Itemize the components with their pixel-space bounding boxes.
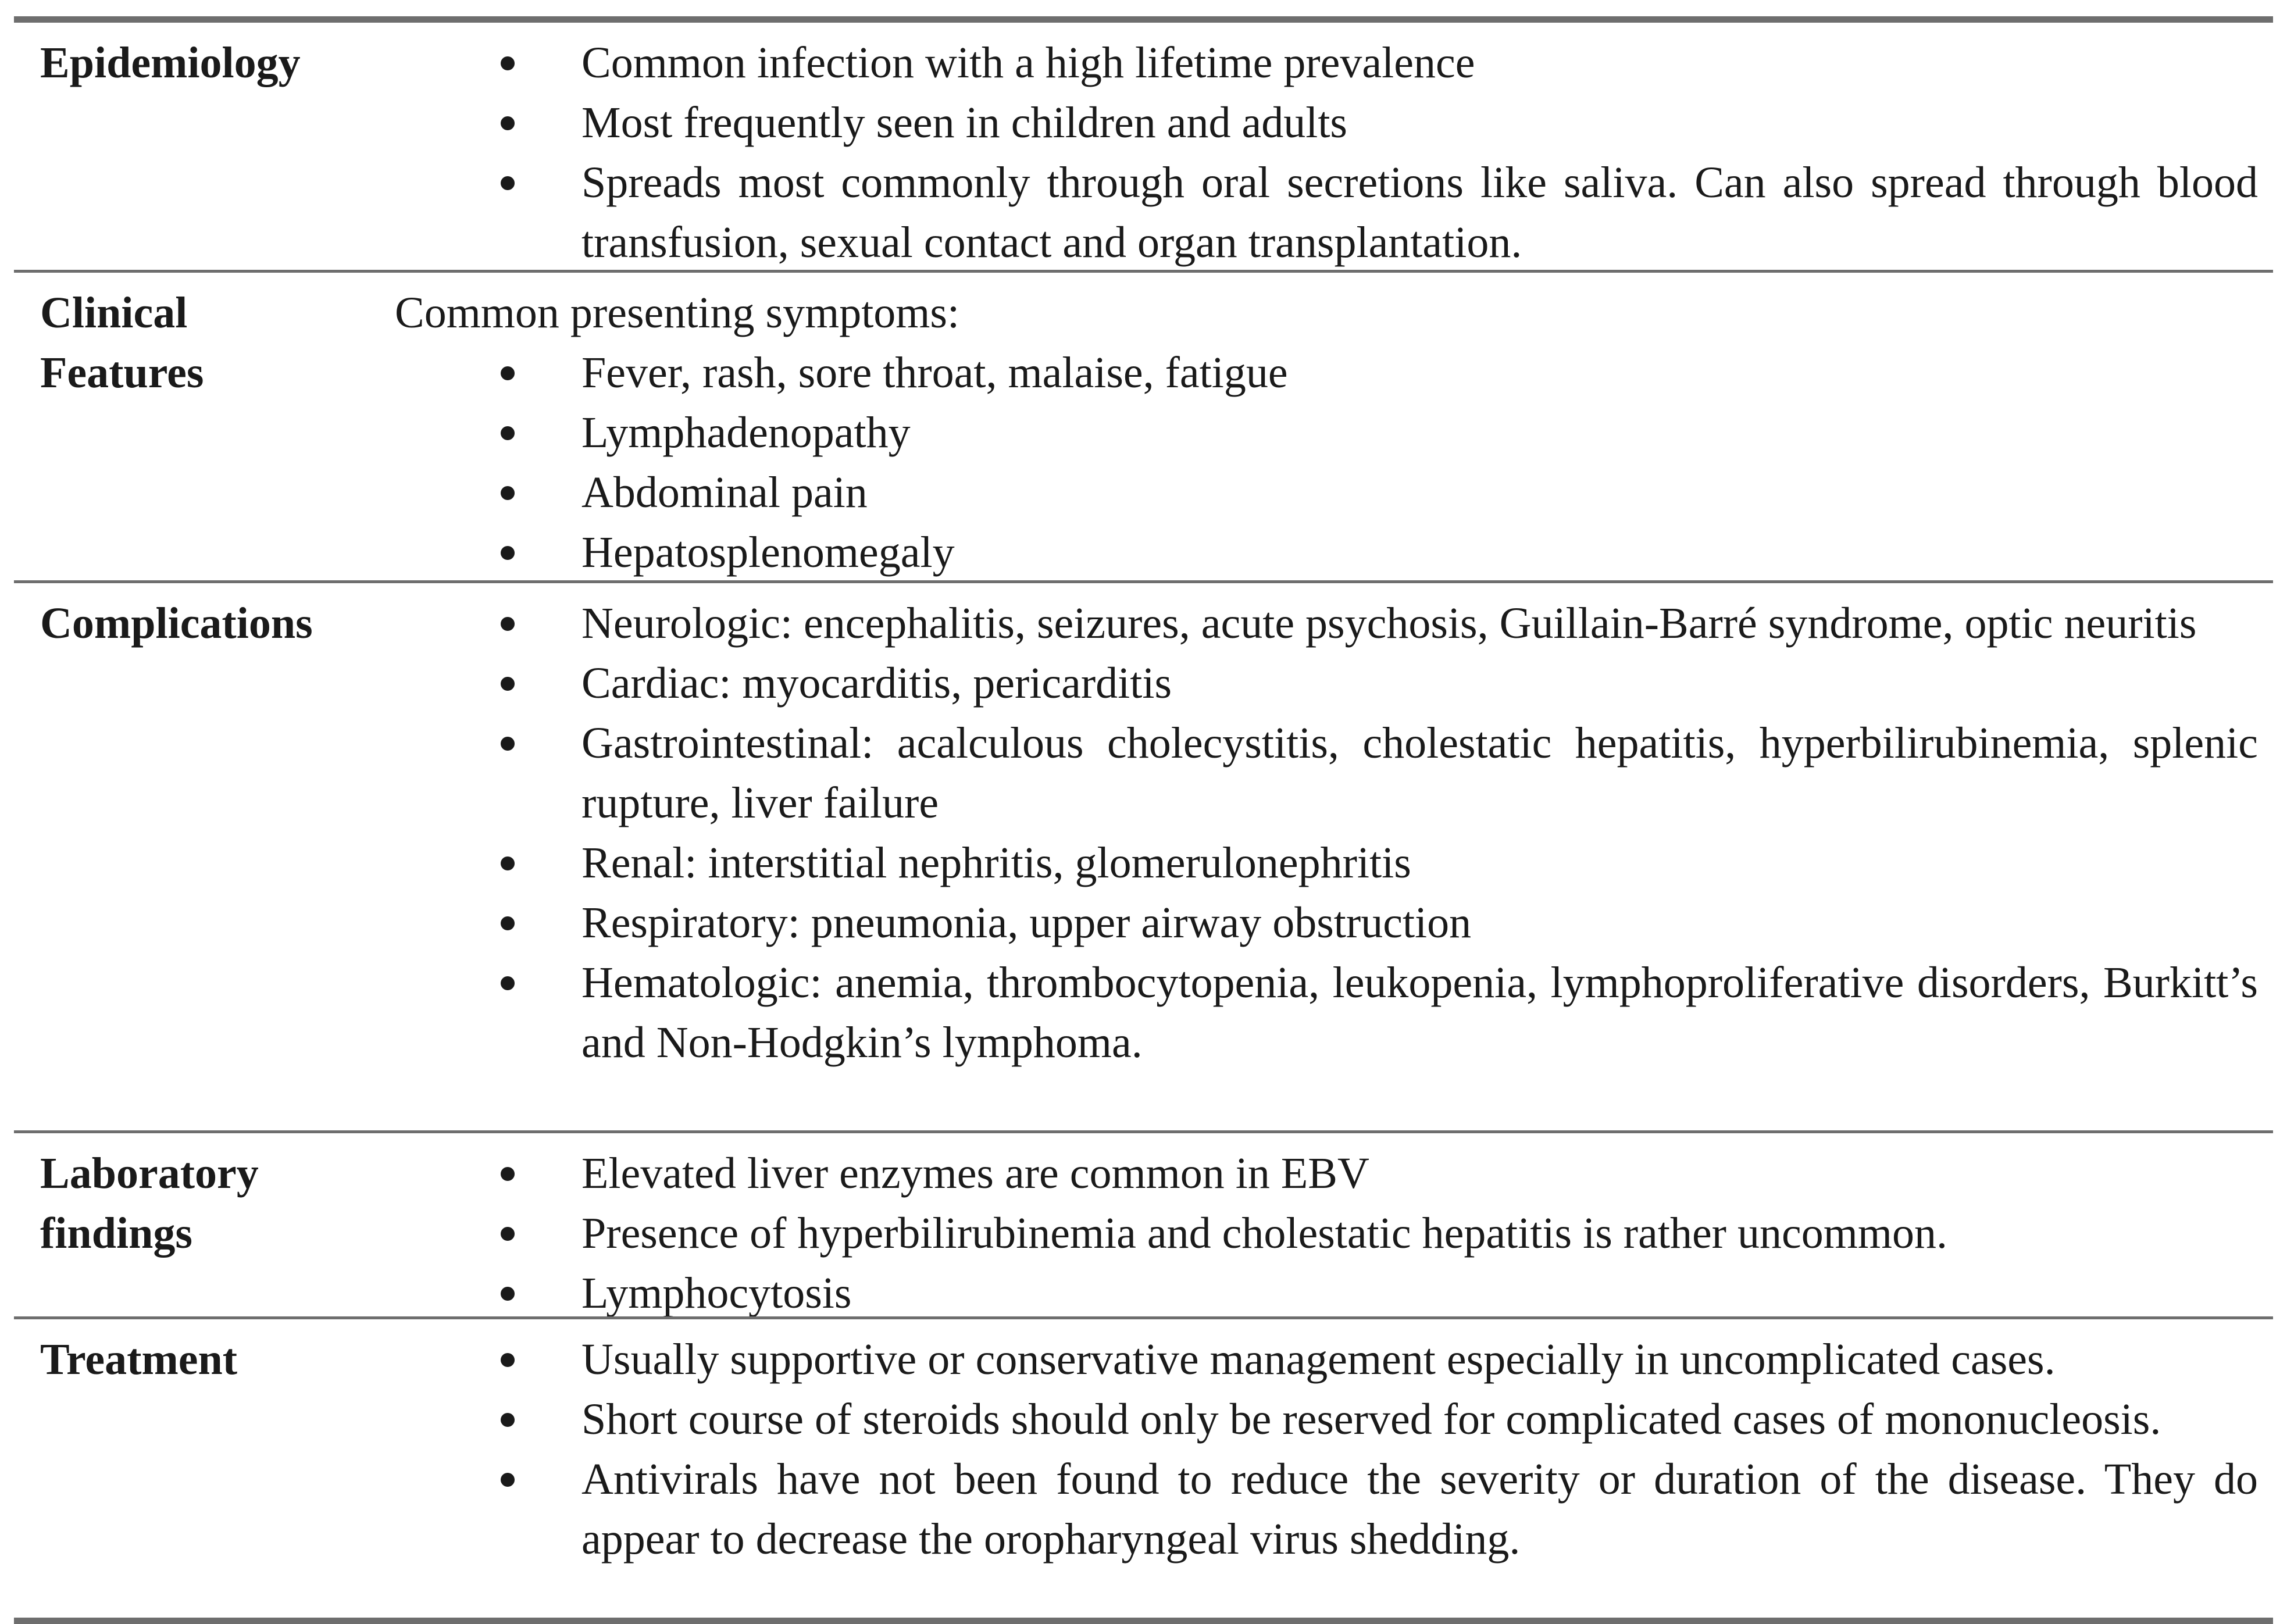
list-item: Hematologic: anemia, thrombocytopenia, leukopenia, lymphoproliferative disorders, Burkitt’s and Non-Hodgkin’s lymphoma. (395, 953, 2258, 1073)
list-item: Gastrointestinal: acalculous cholecystitis, cholestatic hepatitis, hyperbilirubinemia, splenic rupture, liver failure (395, 713, 2258, 833)
ebv-summary-table (14, 16, 2273, 1624)
list-item: Cardiac: myocarditis, pericarditis (395, 654, 2258, 713)
list-item: Presence of hyperbilirubinemia and cholestatic hepatitis is rather uncommon. (395, 1204, 2258, 1263)
list-item: Abdominal pain (395, 463, 2258, 523)
row-heading: Epidemiology (40, 38, 301, 87)
row-heading: Clinical Features (40, 288, 204, 397)
row-heading: Treatment (40, 1335, 238, 1384)
row-content (395, 283, 2258, 583)
list-item: Antivirals have not been found to reduce the severity or duration of the disease. They do appear to decrease the oropharyngeal virus shedding. (395, 1450, 2258, 1569)
row-intro-text: Common presenting symptoms: (395, 288, 960, 337)
list-item: Neurologic: encephalitis, seizures, acute psychosis, Guillain-Barré syndrome, optic neuritis (395, 594, 2258, 654)
table-row-complications (14, 580, 2273, 1130)
list-item: Common infection with a high lifetime prevalence (395, 33, 2258, 93)
list-item: Renal: interstitial nephritis, glomerulonephritis (395, 833, 2258, 893)
list-item: Short course of steroids should only be reserved for complicated cases of mononucleosis. (395, 1390, 2258, 1450)
row-content (395, 594, 2258, 1073)
list-item: Respiratory: pneumonia, upper airway obstruction (395, 893, 2258, 953)
row-heading: Laboratory findings (40, 1149, 259, 1258)
list-item: Usually supportive or conservative management especially in uncomplicated cases. (395, 1330, 2258, 1390)
list-item: Lymphocytosis (395, 1263, 2258, 1323)
table-row-treatment (14, 1316, 2273, 1618)
bullet-list (395, 594, 2258, 1073)
list-item: Spreads most commonly through oral secretions like saliva. Can also spread through blood transfusion, sexual contact and organ transplantation. (395, 153, 2258, 273)
bullet-list (395, 1330, 2258, 1569)
bullet-list (395, 33, 2258, 273)
table-row-laboratory-findings (14, 1130, 2273, 1316)
list-item: Fever, rash, sore throat, malaise, fatigue (395, 343, 2258, 403)
bullet-list (395, 1144, 2258, 1323)
table-row-clinical-features (14, 270, 2273, 580)
list-item: Elevated liver enzymes are common in EBV (395, 1144, 2258, 1204)
row-content (395, 33, 2258, 273)
row-content (395, 1144, 2258, 1323)
table-row-epidemiology (14, 23, 2273, 270)
bullet-list (395, 343, 2258, 583)
row-content (395, 1330, 2258, 1569)
list-item: Hepatosplenomegaly (395, 523, 2258, 583)
list-item: Lymphadenopathy (395, 403, 2258, 463)
row-heading: Complications (40, 599, 313, 648)
list-item: Most frequently seen in children and adults (395, 93, 2258, 153)
